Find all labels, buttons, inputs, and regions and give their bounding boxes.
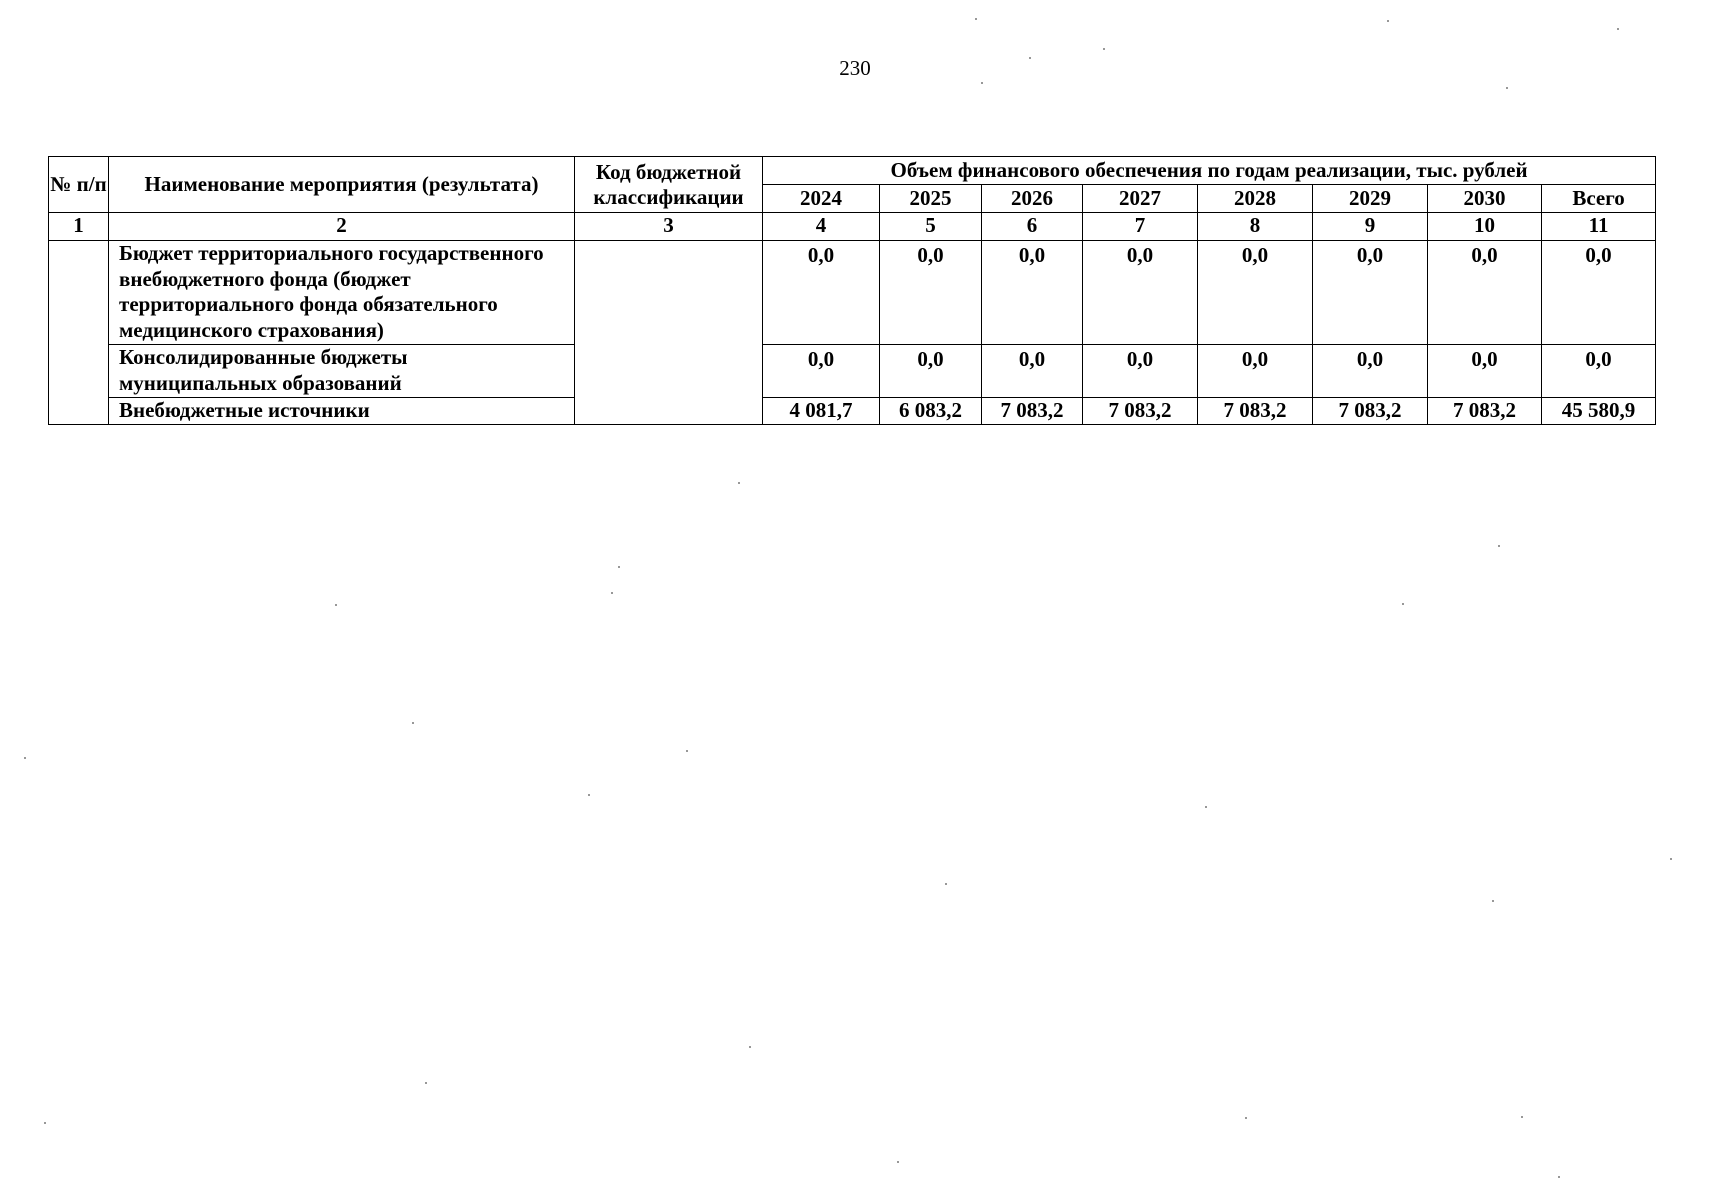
volume-header: Объем финансового обеспечения по годам реализации, тыс. рублей	[763, 157, 1656, 185]
scan-speck	[1387, 20, 1389, 22]
column-number: 4	[763, 213, 880, 241]
row-number-cell	[49, 241, 109, 425]
year-header: 2026	[982, 185, 1083, 213]
value-cell: 7 083,2	[1313, 398, 1428, 425]
value-cell: 0,0	[1198, 241, 1313, 345]
column-number: 8	[1198, 213, 1313, 241]
header-row-1	[49, 157, 1656, 185]
col-name-header: Наименование мероприятия (результата)	[109, 157, 575, 213]
column-number: 9	[1313, 213, 1428, 241]
value-cell: 0,0	[982, 345, 1083, 398]
value-cell: 4 081,7	[763, 398, 880, 425]
value-cell: 7 083,2	[1428, 398, 1542, 425]
row-name: Внебюджетные источники	[109, 398, 575, 425]
table-row	[49, 345, 1656, 398]
value-cell: 0,0	[1313, 241, 1428, 345]
value-cell: 0,0	[1083, 241, 1198, 345]
row-name: Консолидированные бюджеты муниципальных образований	[109, 345, 575, 398]
scan-speck	[738, 482, 740, 484]
scan-speck	[686, 750, 688, 752]
value-cell: 7 083,2	[982, 398, 1083, 425]
value-cell: 7 083,2	[1083, 398, 1198, 425]
financing-table	[48, 156, 1656, 425]
scan-speck	[897, 1161, 899, 1163]
column-numbers-row	[49, 213, 1656, 241]
year-header: 2027	[1083, 185, 1198, 213]
budget-code-cell	[575, 241, 763, 425]
total-header: Всего	[1542, 185, 1656, 213]
value-cell: 6 083,2	[880, 398, 982, 425]
scan-speck	[1492, 900, 1494, 902]
value-cell: 7 083,2	[1198, 398, 1313, 425]
scan-speck	[1558, 1176, 1560, 1178]
scan-speck	[1617, 28, 1619, 30]
scan-speck	[975, 18, 977, 20]
value-cell: 0,0	[880, 241, 982, 345]
column-number: 3	[575, 213, 763, 241]
scan-speck	[412, 722, 414, 724]
value-cell: 0,0	[1313, 345, 1428, 398]
value-cell: 0,0	[1428, 241, 1542, 345]
column-number: 6	[982, 213, 1083, 241]
value-cell: 0,0	[1428, 345, 1542, 398]
scan-speck	[981, 82, 983, 84]
year-header: 2025	[880, 185, 982, 213]
col-no-header: № п/п	[49, 157, 109, 213]
year-header: 2028	[1198, 185, 1313, 213]
col-code-header: Код бюджетной классификации	[575, 157, 763, 213]
total-cell: 45 580,9	[1542, 398, 1656, 425]
scan-speck	[335, 604, 337, 606]
total-cell: 0,0	[1542, 241, 1656, 345]
year-header: 2024	[763, 185, 880, 213]
scan-speck	[618, 566, 620, 568]
scan-speck	[1521, 1116, 1523, 1118]
scan-speck	[1205, 806, 1207, 808]
scan-speck	[1506, 87, 1508, 89]
scan-speck	[1670, 858, 1672, 860]
scan-speck	[24, 757, 26, 759]
value-cell: 0,0	[1198, 345, 1313, 398]
scan-speck	[1245, 1117, 1247, 1119]
scan-speck	[1498, 545, 1500, 547]
column-number: 5	[880, 213, 982, 241]
scan-speck	[611, 592, 613, 594]
year-header: 2030	[1428, 185, 1542, 213]
scan-speck	[425, 1082, 427, 1084]
value-cell: 0,0	[982, 241, 1083, 345]
column-number: 7	[1083, 213, 1198, 241]
page-number: 230	[839, 56, 871, 80]
column-number: 1	[49, 213, 109, 241]
value-cell: 0,0	[1083, 345, 1198, 398]
scan-speck	[945, 883, 947, 885]
scan-speck	[44, 1122, 46, 1124]
value-cell: 0,0	[880, 345, 982, 398]
scan-speck	[588, 794, 590, 796]
value-cell: 0,0	[763, 241, 880, 345]
year-header: 2029	[1313, 185, 1428, 213]
scan-speck	[1029, 57, 1031, 59]
table-row	[49, 398, 1656, 425]
scan-speck	[1402, 603, 1404, 605]
total-cell: 0,0	[1542, 345, 1656, 398]
table-row	[49, 241, 1656, 345]
row-name: Бюджет территориального государственного внебюджетного фонда (бюджет территориального фонда обязательного медицинского страхования)	[109, 241, 575, 345]
scan-speck	[1103, 48, 1105, 50]
column-number: 11	[1542, 213, 1656, 241]
value-cell: 0,0	[763, 345, 880, 398]
column-number: 10	[1428, 213, 1542, 241]
scan-speck	[749, 1046, 751, 1048]
column-number: 2	[109, 213, 575, 241]
